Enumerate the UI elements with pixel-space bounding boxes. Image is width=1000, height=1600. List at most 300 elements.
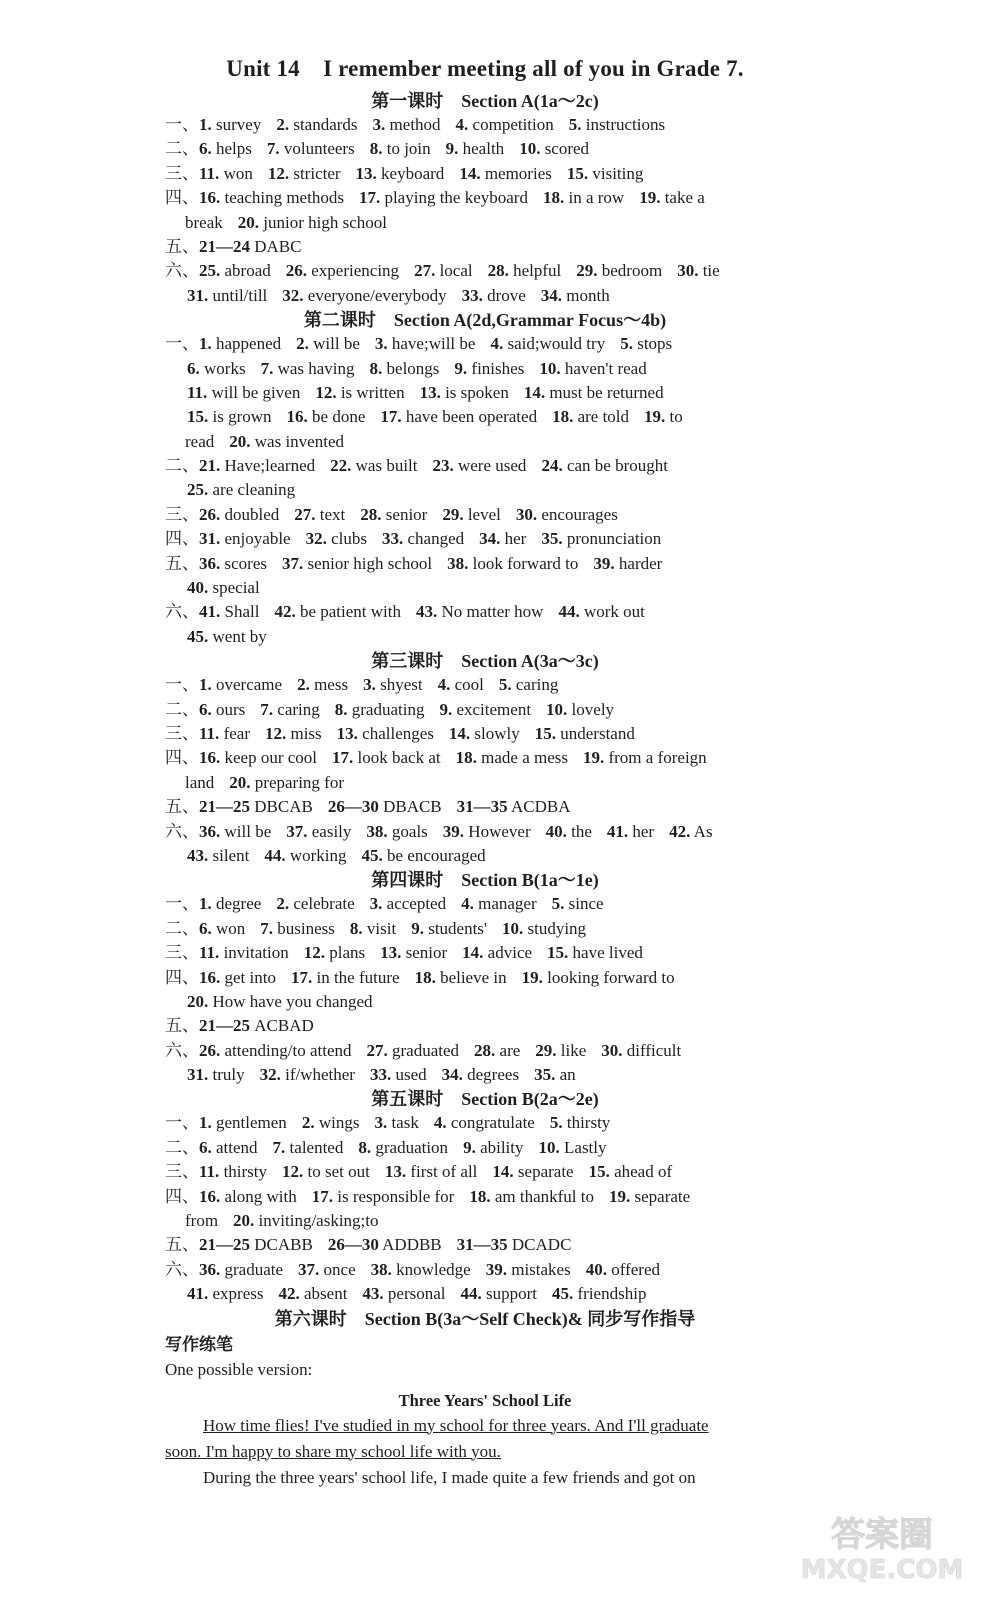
answer-text: caring: [277, 699, 320, 719]
answer-text: finishes: [471, 358, 525, 378]
answer-item: [459, 164, 552, 183]
question-number: 8.: [358, 1137, 372, 1157]
answer-line: [165, 576, 805, 600]
answer-text: pronunciation: [566, 529, 662, 549]
answer-item: [199, 1016, 314, 1035]
answer-text: to: [669, 407, 683, 427]
answer-text: am thankful to: [494, 1186, 594, 1206]
answer-item: [375, 334, 476, 353]
answer-text: read: [185, 431, 215, 451]
answer-text: clubs: [331, 529, 367, 549]
question-number: 13.: [355, 163, 377, 183]
question-number: 7.: [260, 358, 274, 378]
answer-text: wings: [318, 1113, 360, 1133]
answer-item: [187, 286, 267, 305]
answer-item: [328, 1235, 442, 1254]
answer-item: [199, 1162, 267, 1181]
answer-line: [165, 966, 805, 990]
answer-item: [199, 1041, 352, 1060]
lesson-title: 第三课时 Section A(3a～3c): [371, 651, 599, 672]
answer-text: like: [560, 1040, 587, 1060]
answer-text: mistakes: [511, 1259, 571, 1279]
question-number: 36.: [199, 821, 221, 841]
answer-item: [569, 115, 665, 134]
question-number: 14.: [523, 382, 546, 402]
answer-line: [165, 259, 805, 283]
answer-text: preparing for: [254, 772, 344, 792]
answer-line: [165, 820, 805, 844]
answer-text: look back at: [357, 748, 441, 768]
answer-text: understand: [560, 723, 635, 743]
answer-text: are told: [577, 407, 630, 427]
answer-text: her: [504, 529, 527, 549]
question-number: 1.: [199, 115, 212, 134]
question-number: 40.: [187, 578, 209, 598]
answer-text: level: [467, 504, 501, 524]
answer-item: [535, 1041, 586, 1060]
answer-item: [185, 773, 214, 792]
answer-text: everyone/everybody: [307, 285, 447, 305]
answer-item: [199, 529, 291, 548]
question-number: 27.: [294, 504, 316, 524]
answer-item: [457, 1235, 572, 1254]
answer-item: [447, 554, 578, 573]
answer-text: ahead of: [614, 1162, 673, 1182]
answer-text: works: [204, 358, 246, 378]
answer-item: [199, 188, 344, 207]
answer-item: [282, 554, 432, 573]
answer-line: [165, 1014, 805, 1038]
question-number: 31.: [199, 529, 221, 549]
answer-item: [439, 700, 531, 719]
answer-item: [315, 383, 404, 402]
answer-text: fear: [223, 723, 250, 743]
watermark-text-cn: 答案圈: [831, 1515, 933, 1555]
answer-line: [165, 673, 805, 697]
answer-item: [502, 919, 586, 938]
answer-item: [330, 456, 417, 475]
answer-item: [474, 1041, 520, 1060]
answer-item: [519, 139, 589, 158]
answer-item: [576, 261, 662, 280]
question-number: 7.: [266, 139, 280, 159]
answer-text: will be: [224, 821, 272, 841]
question-number: 31—35: [456, 1235, 508, 1255]
answer-item: [539, 1138, 607, 1157]
answer-item: [199, 456, 315, 475]
question-number: 21—25: [199, 1235, 250, 1255]
answer-text: support: [486, 1284, 538, 1304]
answer-item: [187, 578, 260, 597]
answer-item: [185, 1211, 218, 1230]
question-number: 9.: [445, 139, 459, 159]
question-number: 17.: [358, 188, 381, 208]
answer-line: [165, 381, 805, 405]
answer-item: [306, 529, 367, 548]
question-number: 40.: [545, 821, 567, 841]
answer-text: look forward to: [472, 553, 579, 573]
answer-item: [488, 261, 562, 280]
answer-item: [420, 383, 509, 402]
answer-text: instructions: [585, 115, 666, 134]
answer-text: shyest: [380, 675, 423, 695]
answer-item: [199, 237, 301, 256]
question-number: 44.: [460, 1284, 482, 1304]
section-number: 三、: [165, 504, 199, 524]
answer-text: advice: [487, 943, 533, 963]
question-number: 21.: [199, 456, 221, 476]
question-number: 35.: [534, 1065, 556, 1085]
answer-line: [165, 1039, 805, 1063]
answer-text: thirsty: [223, 1162, 268, 1182]
answer-text: keep our cool: [224, 748, 318, 768]
answer-text: express: [212, 1284, 264, 1304]
answer-item: [199, 164, 253, 183]
question-number: 42.: [274, 602, 296, 622]
answer-text: the: [571, 821, 592, 841]
answer-item: [199, 822, 271, 841]
section-number: 五、: [165, 1016, 199, 1036]
answer-line: [165, 892, 805, 916]
answer-text: survey: [216, 115, 262, 134]
question-number: 20.: [237, 212, 260, 232]
answer-text: work out: [583, 602, 645, 622]
question-number: 24.: [541, 456, 563, 476]
question-number: 43.: [415, 602, 438, 622]
answer-line: [165, 917, 805, 941]
answer-item: [552, 407, 629, 426]
question-number: 19.: [644, 407, 666, 427]
answer-item: [558, 602, 644, 621]
answer-text: get into: [224, 967, 276, 987]
answer-text: once: [323, 1259, 356, 1279]
answer-text: is spoken: [445, 382, 509, 402]
section-number: 二、: [165, 456, 199, 476]
question-number: 44.: [558, 602, 580, 622]
answer-text: However: [468, 821, 531, 841]
question-number: 29.: [576, 261, 598, 281]
answer-line: [165, 795, 805, 819]
answer-text: task: [391, 1113, 419, 1133]
answer-item: [382, 529, 464, 548]
section-number: 四、: [165, 188, 199, 208]
question-number: 6.: [199, 918, 212, 938]
question-number: 3.: [374, 334, 388, 354]
answer-text: her: [632, 821, 655, 841]
answer-item: [199, 968, 276, 987]
question-number: 43.: [362, 1284, 384, 1304]
question-number: 10.: [539, 358, 561, 378]
answer-text: since: [568, 894, 604, 914]
question-number: 11.: [199, 1162, 220, 1182]
answer-text: land: [185, 772, 215, 792]
answer-item: [282, 1162, 370, 1181]
answer-line: [165, 600, 805, 624]
answer-item: [374, 1113, 418, 1132]
answer-item: [187, 383, 300, 402]
section-number: 六、: [165, 1259, 199, 1279]
question-number: 16.: [286, 407, 308, 427]
question-number: 4.: [455, 115, 469, 134]
essay-paragraph-2: [165, 1465, 805, 1491]
answer-text: ours: [216, 699, 246, 719]
question-number: 42.: [669, 821, 691, 841]
question-number: 10.: [538, 1137, 560, 1157]
answer-text: lovely: [571, 699, 615, 719]
answer-text: ADDBB: [382, 1235, 442, 1255]
question-number: 44.: [264, 845, 286, 865]
answer-item: [479, 529, 526, 548]
answer-item: [199, 334, 281, 353]
question-number: 12.: [267, 163, 290, 183]
question-number: 16.: [199, 967, 221, 987]
answer-text: mess: [314, 675, 349, 695]
answer-text: enjoyable: [224, 529, 291, 549]
answer-item: [267, 139, 355, 158]
answer-text: is written: [340, 382, 405, 402]
question-number: 29.: [442, 504, 464, 524]
answer-item: [370, 359, 440, 378]
question-number: 11.: [199, 943, 220, 963]
answer-text: accepted: [386, 894, 447, 914]
question-number: 15.: [187, 407, 209, 427]
answer-text: drove: [487, 285, 526, 305]
answer-item: [438, 675, 484, 694]
answer-text: break: [185, 212, 223, 232]
answer-line: [165, 1258, 805, 1282]
question-number: 37.: [286, 821, 308, 841]
question-number: 31—35: [456, 797, 508, 817]
answer-item: [639, 188, 705, 207]
answer-text: Have;learned: [224, 456, 316, 476]
question-number: 17.: [290, 967, 313, 987]
answer-text: graduate: [224, 1259, 284, 1279]
answer-item: [359, 188, 528, 207]
question-number: 38.: [370, 1259, 392, 1279]
answer-text: won: [223, 163, 253, 183]
question-number: 28.: [474, 1040, 496, 1060]
answer-line: [165, 1233, 805, 1257]
answer-item: [541, 456, 668, 475]
question-number: 19.: [609, 1186, 631, 1206]
answer-item: [328, 797, 442, 816]
answer-line: [165, 186, 805, 210]
answer-item: [492, 1162, 573, 1181]
answer-item: [432, 456, 526, 475]
question-number: 28.: [360, 504, 382, 524]
answer-text: an: [559, 1065, 576, 1085]
answer-line: [165, 527, 805, 551]
answer-text: silent: [212, 845, 250, 865]
question-number: 15.: [547, 943, 569, 963]
answer-text: be patient with: [299, 602, 401, 622]
question-number: 37.: [298, 1259, 320, 1279]
answer-item: [286, 261, 399, 280]
answer-item: [335, 700, 425, 719]
answer-text: take a: [664, 188, 705, 208]
answer-item: [296, 334, 360, 353]
answer-text: thirsty: [566, 1113, 611, 1133]
question-number: 25.: [199, 261, 221, 281]
answer-page: [165, 50, 805, 1491]
answer-line: [165, 1282, 805, 1306]
answer-item: [199, 700, 245, 719]
answer-text: graduating: [351, 699, 425, 719]
answer-text: business: [277, 918, 335, 938]
answer-text: visit: [366, 918, 397, 938]
answer-line: [165, 137, 805, 161]
question-number: 8.: [369, 139, 383, 159]
answer-text: caring: [515, 675, 559, 695]
lesson-title: 第一课时 Section A(1a～2c): [371, 91, 599, 111]
answer-text: won: [216, 918, 246, 938]
answer-text: until/till: [212, 285, 268, 305]
question-number: 13.: [384, 1162, 407, 1182]
section-number: 一、: [165, 115, 199, 134]
answer-item: [414, 261, 473, 280]
answer-text: students': [428, 918, 487, 938]
answer-line: [165, 941, 805, 965]
section-number: 五、: [165, 1235, 199, 1255]
answer-text: teaching methods: [224, 188, 344, 208]
section-number: 二、: [165, 139, 199, 159]
answer-item: [363, 675, 423, 694]
question-number: 26.: [285, 261, 308, 281]
question-number: 17.: [380, 407, 402, 427]
answer-item: [199, 1113, 287, 1132]
answer-line: [165, 478, 805, 502]
answer-text: invitation: [223, 943, 289, 963]
question-number: 4.: [490, 334, 504, 354]
answer-item: [199, 894, 261, 913]
answer-item: [644, 407, 683, 426]
question-number: 18.: [455, 748, 477, 768]
answer-text: will be: [313, 334, 360, 354]
answer-text: belongs: [386, 358, 440, 378]
answer-text: ACDBA: [510, 797, 571, 817]
answer-item: [187, 627, 267, 646]
question-number: 19.: [639, 188, 661, 208]
answer-text: scores: [224, 553, 267, 573]
answer-text: ability: [480, 1137, 524, 1157]
answer-item: [546, 700, 614, 719]
answer-item: [380, 943, 447, 962]
question-number: 15.: [534, 723, 557, 743]
answer-item: [185, 213, 223, 232]
answer-item: [446, 139, 505, 158]
answer-text: in a row: [568, 188, 625, 208]
question-number: 27.: [366, 1040, 388, 1060]
question-number: 9.: [411, 918, 424, 938]
question-number: 14.: [459, 163, 481, 183]
answer-item: [276, 894, 354, 913]
answer-text: from a foreign: [608, 748, 707, 768]
answer-text: visiting: [592, 163, 644, 183]
answer-item: [360, 505, 427, 524]
question-number: 45.: [552, 1284, 574, 1304]
answer-text: must be returned: [549, 382, 664, 402]
answer-item: [486, 1260, 571, 1279]
answer-item: [463, 1138, 523, 1157]
answer-item: [609, 1187, 690, 1206]
answer-text: stricter: [293, 163, 341, 183]
answer-item: [601, 1041, 681, 1060]
answer-text: can be brought: [566, 456, 668, 476]
essay-title: Three Years' School Life: [398, 1390, 572, 1410]
answer-item: [442, 1065, 519, 1084]
answer-item: [350, 919, 396, 938]
answer-text: attending/to attend: [224, 1040, 352, 1060]
question-number: 35.: [541, 529, 563, 549]
answer-text: degrees: [467, 1065, 520, 1085]
answer-item: [461, 894, 537, 913]
writing-intro: One possible version:: [165, 1359, 313, 1379]
question-number: 14.: [492, 1162, 514, 1182]
answer-item: [593, 554, 662, 573]
answer-item: [199, 675, 282, 694]
section-number: 六、: [165, 1040, 199, 1060]
answer-line: [165, 235, 805, 259]
answer-text: have lived: [572, 943, 643, 963]
answer-text: health: [462, 139, 505, 159]
answer-text: standards: [293, 115, 358, 134]
question-number: 32.: [282, 285, 304, 305]
question-number: 2.: [276, 115, 290, 134]
answer-text: be done: [312, 407, 366, 427]
answer-text: challenges: [362, 723, 434, 743]
question-number: 15.: [566, 163, 589, 183]
answer-item: [367, 1041, 460, 1060]
answer-line: [165, 284, 805, 308]
question-number: 15.: [588, 1162, 610, 1182]
answer-text: month: [566, 285, 610, 305]
answer-item: [233, 1211, 378, 1230]
section-number: 一、: [165, 334, 199, 354]
answer-item: [449, 724, 520, 743]
answer-item: [677, 261, 720, 280]
answer-item: [541, 286, 610, 305]
answer-text: tie: [702, 261, 720, 281]
answer-item: [371, 1260, 471, 1279]
answer-text: DBCAB: [254, 797, 313, 817]
question-number: 23.: [432, 456, 454, 476]
question-number: 5.: [498, 675, 512, 695]
answer-item: [260, 919, 335, 938]
answer-item: [669, 822, 712, 841]
answer-text: first of all: [410, 1162, 478, 1182]
question-number: 36.: [199, 553, 221, 573]
question-number: 6.: [199, 699, 212, 719]
answer-line: [165, 625, 805, 649]
answer-text: friendship: [577, 1284, 647, 1304]
answer-text: Lastly: [564, 1137, 607, 1157]
answer-line: [165, 1185, 805, 1209]
answer-line: [165, 162, 805, 186]
answer-item: [356, 164, 445, 183]
question-number: 10.: [502, 918, 524, 938]
question-number: 5.: [568, 115, 582, 134]
answer-text: text: [319, 504, 346, 524]
answer-line: [165, 405, 805, 429]
answer-text: used: [395, 1065, 427, 1085]
lesson-title: 第四课时 Section B(1a～1e): [371, 870, 599, 891]
answer-line: [165, 1111, 805, 1135]
question-number: 13.: [380, 943, 402, 963]
answer-text: from: [185, 1211, 219, 1231]
question-number: 3.: [372, 115, 386, 134]
question-number: 1.: [199, 675, 212, 695]
answer-item: [294, 505, 345, 524]
